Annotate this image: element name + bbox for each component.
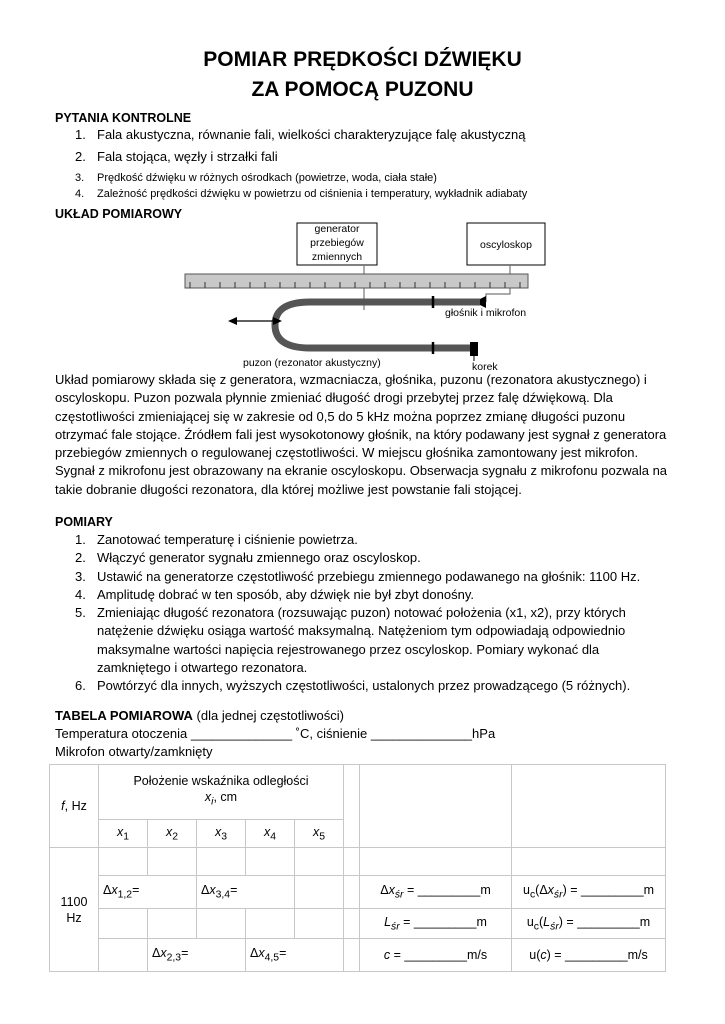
list-item: 6. Powtórzyć dla innych, wyższych częstotliwości, ustalonych przez prowadzącego (5 różnych). bbox=[75, 678, 631, 694]
list-item: 5. Zmieniając długość rezonatora (rozsuwając puzon) notować położenia (x1, x2), przy których natężenie dźwięku osiąga wartość maksymalną. Natężeniom tym odpowiadają odpowiednio maksymalne wartości napięcia rejestrowanego przez oscyloskop. Pomiary wykonać dla zamkniętego i otwartego rezonatora. bbox=[75, 605, 626, 676]
f-header: f, Hz bbox=[50, 765, 99, 848]
position-header: Położenie wskaźnika odległości $x_i$, cm bbox=[99, 765, 344, 820]
table-row bbox=[50, 765, 666, 820]
uklad-paragraph: Układ pomiarowy składa się z generatora, wzmacniacza, głośnika, puzonu (rezonatora akustycznego) i oscyloskopu. Puzon pozwala płynnie zmieniać długość drogi przebytej przez falę dźwiękową. Dla częstotliwości zmieniającej się w zakresie od 0,5 do 5 kHz można poprzez zmianę długości puzonu otrzymać fale stojące. Źródłem fali jest wysokotonowy głośnik, na który podawany jest sygnał z generatora przebiegów zmiennych o regulowanej częstotliwości. W miejscu głośnika zamontowany jest mikrofon. Sygnał z mikrofonu jest obrazowany na ekranie oscyloskopu. Obserwacja sygnału z mikrofonu pozwala na takie dobranie długości rezonatora, dla której możliwe jest powstanie fali stojącej. bbox=[55, 372, 668, 497]
list-item: 1. Zanotować temperaturę i ciśnienie powietrza. bbox=[75, 532, 358, 547]
korek-shape bbox=[470, 342, 478, 356]
puzon-label: puzon (rezonator akustyczny) bbox=[243, 357, 381, 369]
generator-label-3: zmiennych bbox=[311, 251, 363, 263]
oscyloskop-label: oscyloskop bbox=[480, 239, 532, 251]
list-item: 3. Ustawić na generatorze częstotliwość przebiegu zmiennego podawanego na głośnik: 1100 Hz. bbox=[75, 568, 641, 584]
list-item: 2. Włączyć generator sygnału zmiennego oraz oscyloskop. bbox=[75, 550, 421, 566]
measurement-table bbox=[49, 764, 666, 972]
page-title-line-1: POMIAR PRĘDKOŚCI DŹWIĘKU bbox=[203, 48, 522, 71]
setup-diagram bbox=[180, 218, 550, 373]
generator-label-1: generator bbox=[314, 223, 360, 235]
tabela-heading: TABELA POMIAROWA (dla jednej częstotliwości) bbox=[55, 708, 344, 723]
section-heading-pytania: PYTANIA KONTROLNE bbox=[55, 111, 192, 125]
generator-label-2: przebiegów bbox=[310, 237, 364, 249]
frequency-cell: 1100 Hz bbox=[50, 848, 99, 972]
table-row: $L_{śr}$ = _________m $u_c(L_{śr})$ = _________m bbox=[50, 909, 666, 939]
page-title-line-2: ZA POMOCĄ PUZONU bbox=[251, 78, 474, 101]
section-heading-pomiary: POMIARY bbox=[55, 515, 113, 529]
korek-label: korek bbox=[472, 361, 498, 373]
table-row: $\Delta x_{1,2}=$ $\Delta x_{3,4}=$ $\Delta x_{śr}$ = _________m $u_c(\Delta x_{śr})$ = _________m bbox=[50, 876, 666, 909]
mikrofon-line: Mikrofon otwarty/zamknięty bbox=[55, 744, 213, 759]
list-item: 4. Amplitudę dobrać w ten sposób, aby dźwięk nie był zbyt donośny. bbox=[75, 586, 474, 602]
pomiary-list bbox=[55, 531, 695, 696]
table-row: $x_1$ $x_2$ $x_3$ $x_4$ $x_5$ bbox=[50, 820, 666, 848]
temperature-pressure-line: Temperatura otoczenia ______________ ˚C, ciśnienie ______________hPa bbox=[55, 726, 496, 741]
table-row bbox=[50, 848, 666, 876]
glosnik-label: głośnik i mikrofon bbox=[445, 307, 527, 319]
section-heading-uklad: UKŁAD POMIAROWY bbox=[55, 207, 183, 221]
ruler bbox=[185, 274, 528, 288]
table-row: $\Delta x_{2,3}=$ $\Delta x_{4,5}=$ c = _________m/s u(c) = _________m/s bbox=[50, 939, 666, 972]
